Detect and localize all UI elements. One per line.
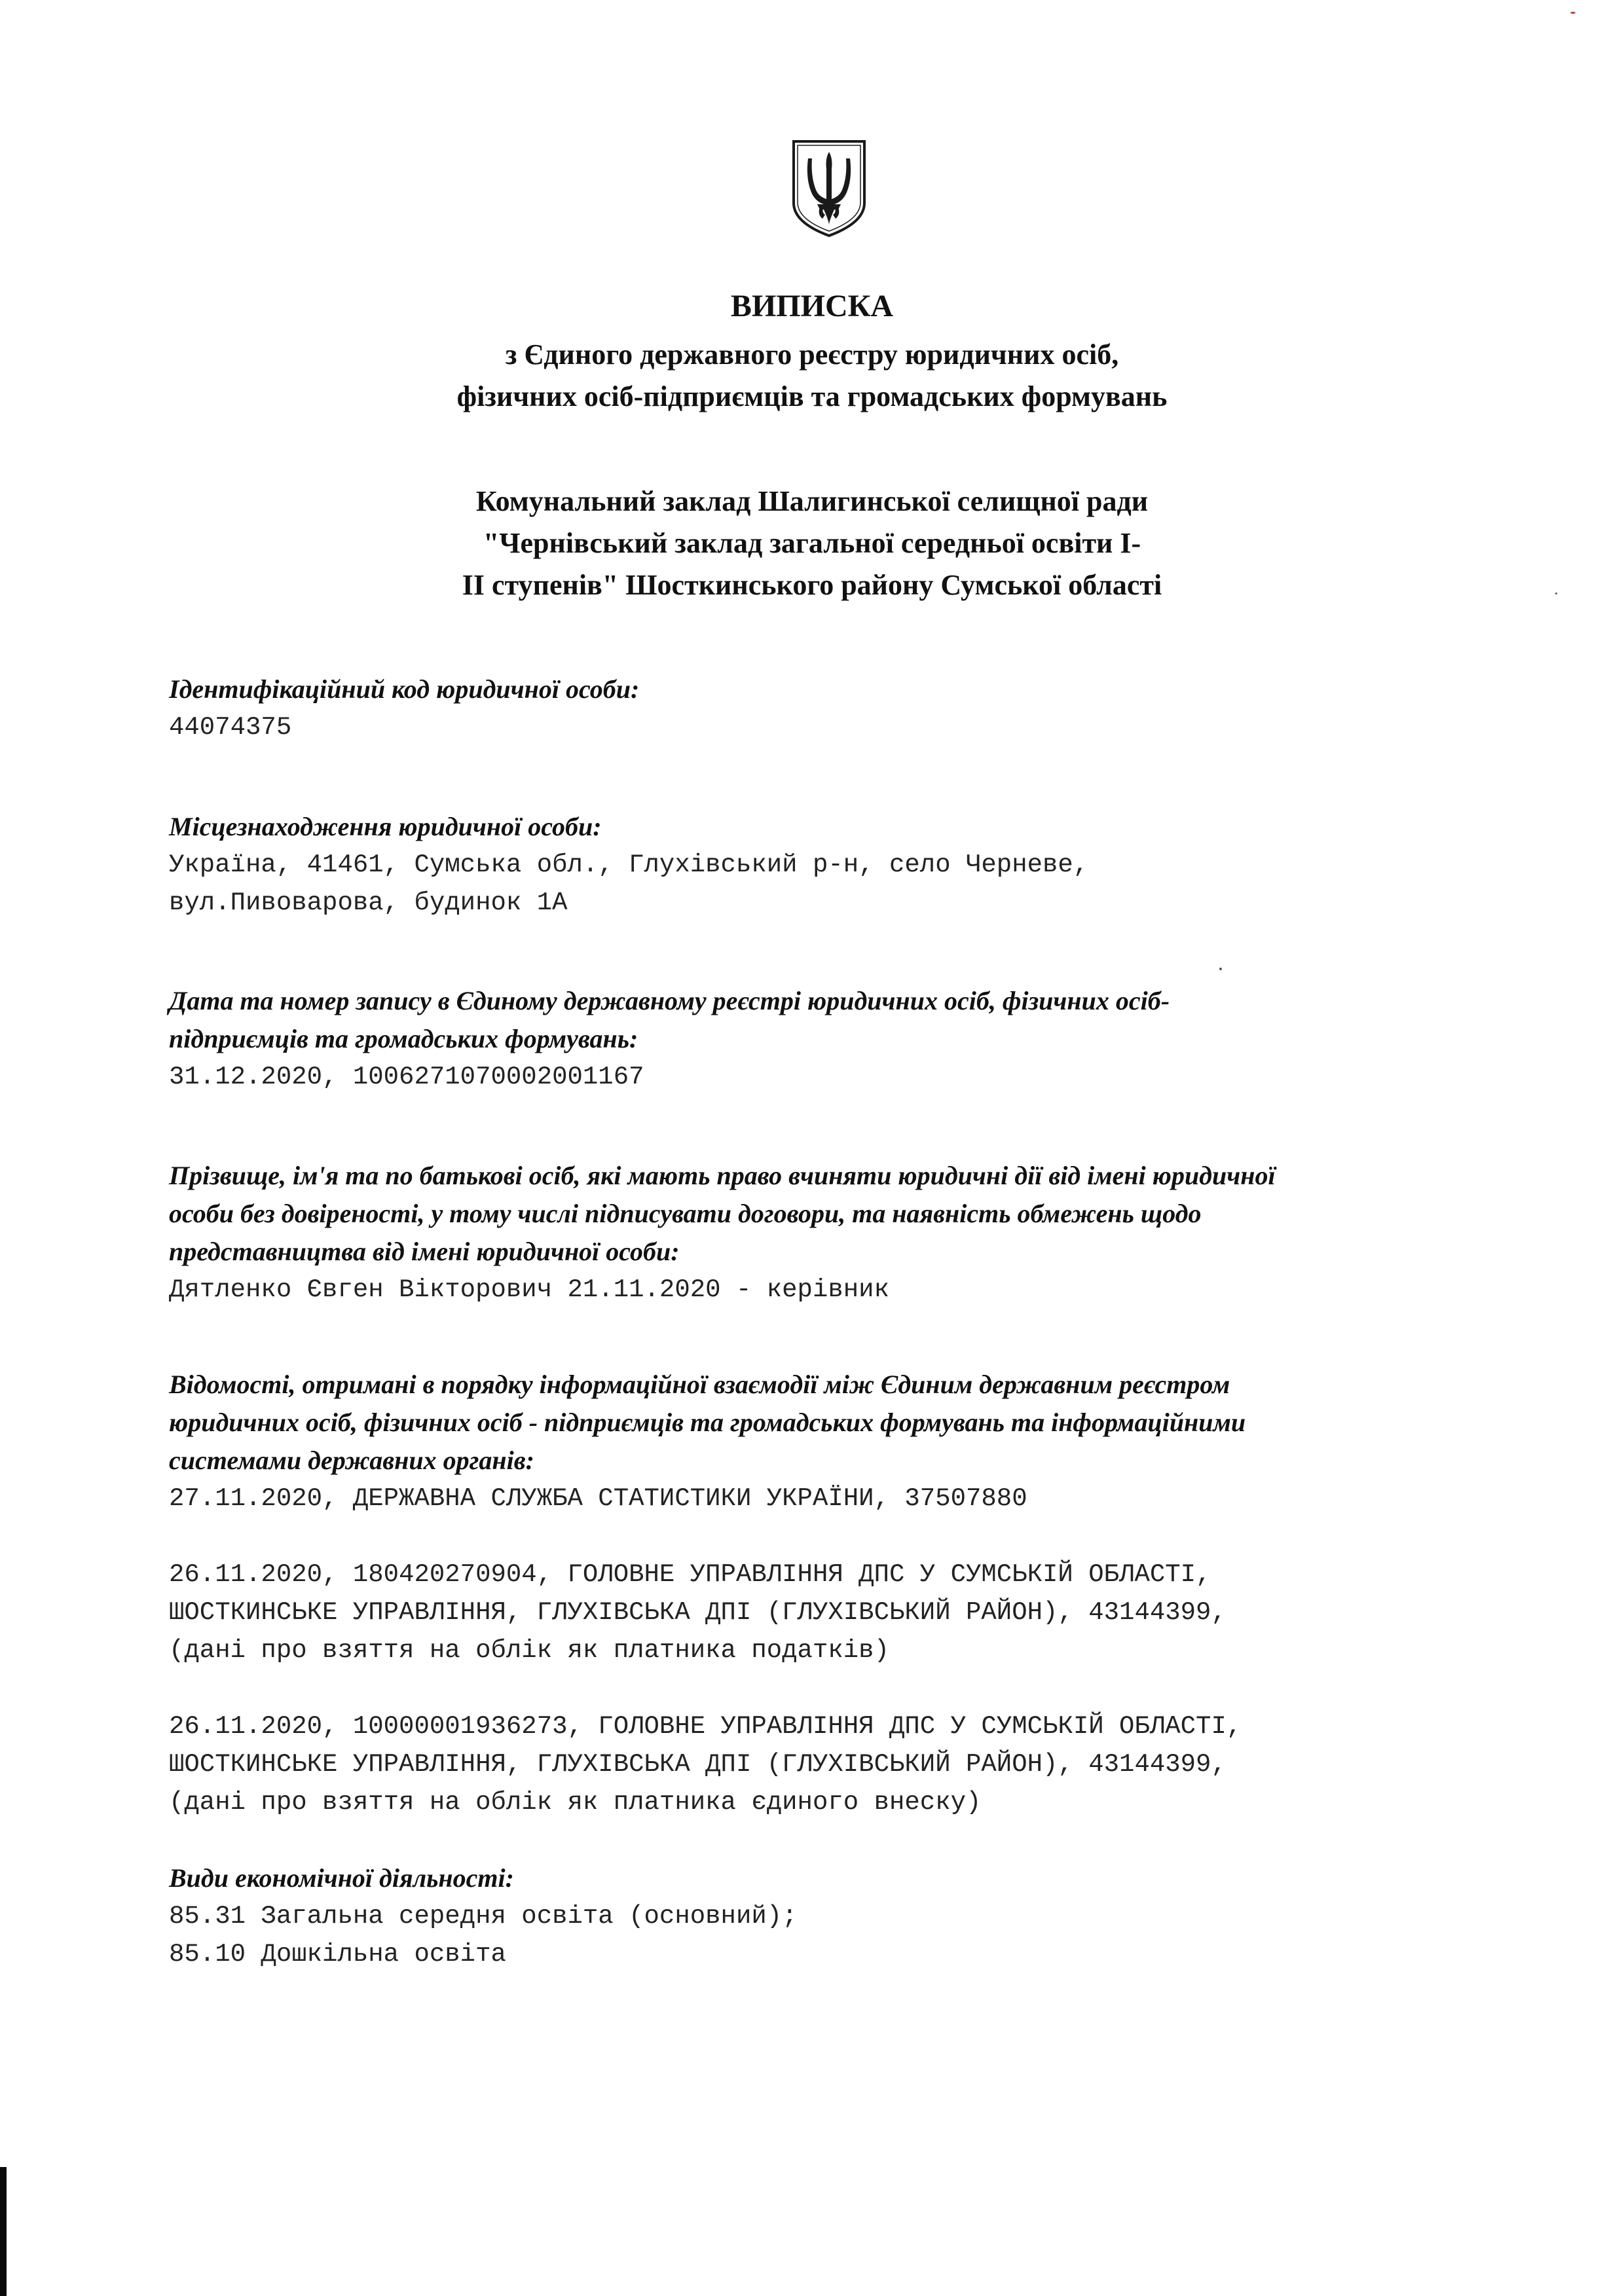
section-label-line: юридичних осіб, фізичних осіб - підприємців та громадських формувань та інформаційними [169,1408,1246,1437]
entity-name [196,481,1428,606]
entity-name-line: Комунальний заклад Шалигинської селищної ради [475,485,1149,517]
activity-item: 85.10 Дошкільна освіта [169,1940,506,1969]
coat-of-arms-icon [791,139,867,238]
section-registry-record [169,982,1479,1096]
info-entry-line: (дані про взяття на облік як платника податків) [169,1636,889,1665]
section-address [169,808,1479,922]
section-label: Ідентифікаційний код юридичної особи: [169,674,640,704]
scan-edge-shadow [0,2167,7,2296]
address-value-line: вул.Пивоварова, будинок 1А [169,888,568,917]
section-label-line: особи без довіреності, у тому числі підписувати договори, та наявність обмежень щодо [169,1199,1202,1228]
scan-speck [1219,968,1222,970]
activity-item: 85.31 Загальна середня освіта (основний); [169,1902,798,1931]
section-label-line: системами державних органів: [169,1446,534,1475]
scan-speck [1555,592,1557,594]
section-economic-activities [169,1859,1479,1973]
info-entry-line: 26.11.2020, 180420270904, ГОЛОВНЕ УПРАВЛІННЯ ДПС У СУМСЬКІЙ ОБЛАСТІ, [169,1560,1211,1589]
subtitle-line: фізичних осіб-підприємців та громадських формувань [456,380,1168,412]
info-entry-line: ШОСТКИНСЬКЕ УПРАВЛІННЯ, ГЛУХІВСЬКА ДПІ (ГЛУХІВСЬКИЙ РАЙОН), 43144399, [169,1750,1227,1779]
info-entry-line: 26.11.2020, 10000001936273, ГОЛОВНЕ УПРАВЛІННЯ ДПС У СУМСЬКІЙ ОБЛАСТІ, [169,1712,1242,1741]
entity-name-line: ІІ ступенів" Шосткинського району Сумської області [462,569,1162,601]
section-label-line: Прізвище, ім'я та по батькові осіб, які мають право вчиняти юридичні дії від імені юридичної [169,1161,1276,1190]
identification-code-value: 44074375 [169,713,292,742]
info-entry-line: 27.11.2020, ДЕРЖАВНА СЛУЖБА СТАТИСТИКИ УКРАЇНИ, 37507880 [169,1484,1027,1513]
entity-name-line: "Чернівський заклад загальної середньої освіти І- [483,527,1141,559]
section-authorized-persons [169,1157,1479,1309]
section-label-line: підприємців та громадських формувань: [169,1024,638,1053]
section-label-line: представництва від імені юридичної особи: [169,1237,680,1266]
info-entry-single-contribution [169,1707,1479,1821]
info-entry-line: ШОСТКИНСЬКЕ УПРАВЛІННЯ, ГЛУХІВСЬКА ДПІ (ГЛУХІВСЬКИЙ РАЙОН), 43144399, [169,1598,1227,1627]
section-label-line: Дата та номер запису в Єдиному державному реєстрі юридичних осіб, фізичних осіб- [169,986,1170,1015]
authorized-person-value: Дятленко Євген Вікторович 21.11.2020 - керівник [169,1275,889,1304]
section-information-exchange [169,1366,1479,1821]
registry-record-value: 31.12.2020, 1006271070002001167 [169,1063,644,1091]
document-subtitle [196,334,1428,418]
address-value-line: Україна, 41461, Сумська обл., Глухівський р-н, село Черневе, [169,850,1089,879]
info-entry-tax-registration [169,1556,1479,1669]
section-label: Види економічної діяльності: [169,1863,514,1893]
section-label: Місцезнаходження юридичної особи: [169,812,602,841]
section-label-line: Відомості, отримані в порядку інформаційної взаємодії між Єдиним державним реєстром [169,1370,1230,1399]
subtitle-line: з Єдиного державного реєстру юридичних осіб, [505,338,1119,371]
info-entry-statistics [169,1480,1479,1518]
info-entry-line: (дані про взяття на облік як платника єдиного внеску) [169,1788,982,1817]
section-identification-code [169,670,1479,746]
scan-speck [1570,12,1576,14]
document-title: ВИПИСКА [730,289,894,323]
